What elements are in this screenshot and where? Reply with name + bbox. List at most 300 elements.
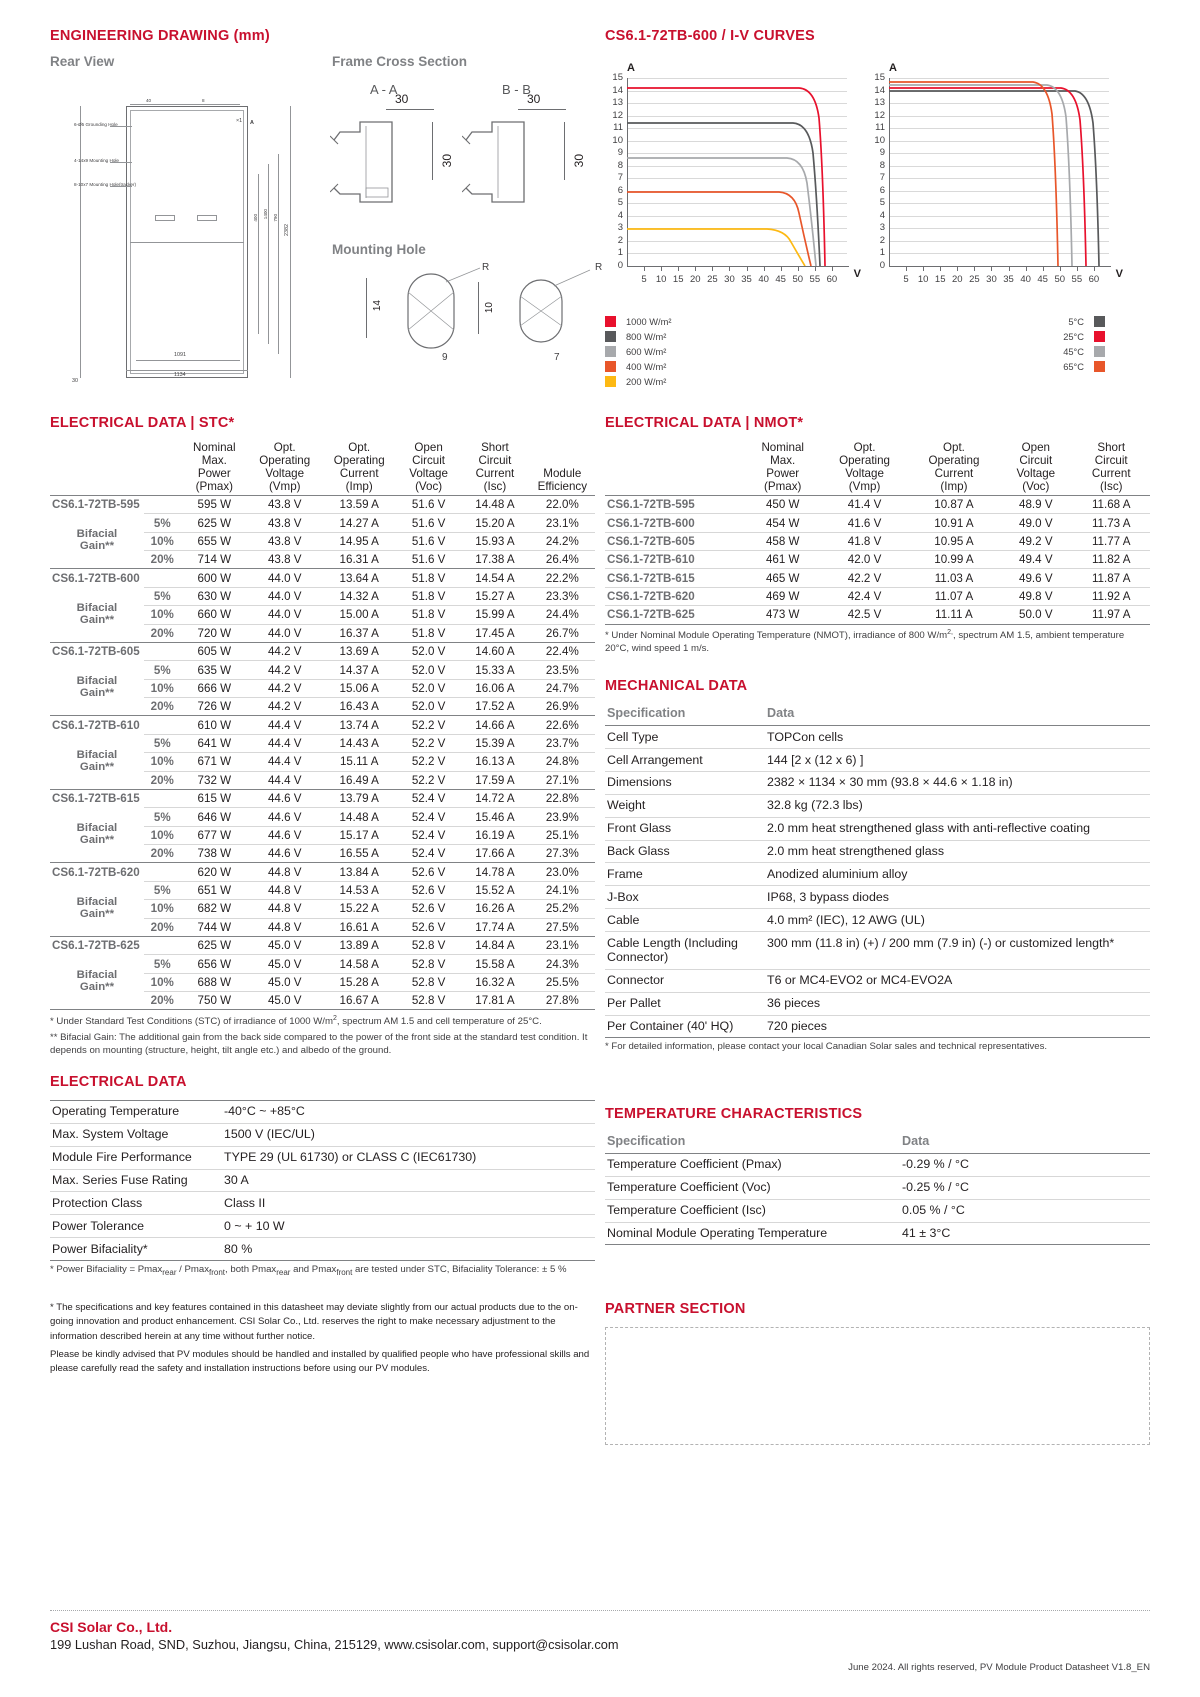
y-tick-label: 8	[879, 159, 885, 171]
bifacial-gain-label: Bifacial Gain**	[76, 675, 118, 700]
nmot-value: 473 W	[745, 606, 820, 624]
stc-value: 44.0 V	[248, 587, 321, 605]
stc-gain-pct: 5%	[144, 661, 181, 679]
nmot-value: 11.97 A	[1072, 606, 1150, 624]
table-row	[50, 1146, 595, 1169]
stc-value: 15.11 A	[321, 753, 397, 771]
stc-value: 44.2 V	[248, 679, 321, 697]
table-row	[605, 726, 1150, 749]
stc-value: 44.6 V	[248, 789, 321, 807]
engineering-drawing-column	[50, 28, 603, 399]
x-tick-label: 10	[917, 274, 929, 285]
section-aa-label: A - A	[370, 82, 398, 97]
legend-swatch	[605, 376, 616, 387]
partner-section-title: PARTNER SECTION	[605, 1300, 746, 1317]
stc-value: 51.6 V	[397, 514, 460, 532]
spec-value: 2.0 mm heat strengthened glass with anti-reflective coating	[765, 817, 1150, 840]
table-row	[605, 606, 1150, 624]
electrical-data-tbody	[50, 1100, 595, 1260]
electrical-data-title: ELECTRICAL DATA	[50, 1073, 187, 1090]
stc-header-row	[50, 441, 595, 495]
table-row	[50, 789, 595, 807]
legend-swatch	[605, 346, 616, 357]
stc-value: 714 W	[181, 551, 248, 569]
stc-value: 52.6 V	[397, 900, 460, 918]
stc-value: 16.26 A	[460, 900, 529, 918]
mechanical-tbody	[605, 726, 1150, 1038]
dim-hole1-h-line	[366, 278, 367, 338]
stc-value: 13.79 A	[321, 789, 397, 807]
temperature-tbody	[605, 1153, 1150, 1245]
stc-model: CS6.1-72TB-595	[50, 495, 144, 513]
nmot-value: 42.5 V	[820, 606, 908, 624]
mechanical-title: MECHANICAL DATA	[605, 678, 748, 695]
stc-gain-pct: 5%	[144, 881, 181, 899]
stc-value: 52.6 V	[397, 863, 460, 881]
disclaimer-paragraph-2: Please be kindly advised that PV modules should be handled and installed by qualified people who have professional skills and please carefully read the safety and installation instructions before using our PV modules.	[50, 1348, 590, 1375]
stc-value: 44.6 V	[248, 826, 321, 844]
stc-value: 52.6 V	[397, 918, 460, 936]
stc-value: 26.7%	[530, 624, 595, 642]
spec-label: Temperature Coefficient (Isc)	[605, 1199, 900, 1222]
y-tick-label: 2	[879, 234, 885, 246]
x-tick-label: 45	[775, 274, 786, 285]
table-row	[50, 863, 595, 881]
stc-value: 13.84 A	[321, 863, 397, 881]
stc-value: 15.00 A	[321, 606, 397, 624]
table-bottom-rule	[605, 624, 1150, 625]
engineering-drawing-title: ENGINEERING DRAWING (mm)	[50, 28, 270, 44]
footer-section	[50, 1301, 1150, 1445]
x-tick-label: 60	[1088, 274, 1100, 285]
stc-col-model	[50, 441, 144, 495]
stc-value: 52.2 V	[397, 716, 460, 734]
table-row	[605, 794, 1150, 817]
x-tick	[695, 267, 696, 271]
spec-value: 0 ~ + 10 W	[222, 1215, 595, 1238]
table-row	[605, 514, 1150, 532]
nmot-value: 49.6 V	[999, 569, 1072, 587]
stc-gain-cell	[144, 789, 181, 807]
nmot-value: 48.9 V	[999, 495, 1072, 513]
stc-value: 44.8 V	[248, 900, 321, 918]
iv2-curves-svg	[889, 78, 1111, 266]
table-row	[50, 661, 595, 679]
y-tick-label: 13	[874, 97, 885, 109]
nmot-value: 465 W	[745, 569, 820, 587]
stc-value: 52.8 V	[397, 992, 460, 1010]
x-tick-label: 5	[903, 274, 909, 285]
table-row	[50, 734, 595, 752]
stc-value: 630 W	[181, 587, 248, 605]
spec-label: Cell Type	[605, 726, 765, 749]
disclaimer-column	[50, 1301, 595, 1445]
stc-value: 52.8 V	[397, 936, 460, 954]
stc-gain-pct: 10%	[144, 679, 181, 697]
legend-item	[605, 361, 855, 372]
legend-label: 45°C	[1063, 346, 1084, 357]
nmot-value: 49.0 V	[999, 514, 1072, 532]
table-row	[605, 1015, 1150, 1038]
callout-leader-3	[110, 186, 132, 187]
stc-value: 13.74 A	[321, 716, 397, 734]
disclaimer-paragraph-1: * The specifications and key features contained in this datasheet may deviate slightly from our actual products due to the on-going innovation and product enhancement. CSI Solar Co., Ltd. reserves the right to make necessary adjustment to the information described herein at any time without further notice.	[50, 1301, 578, 1342]
stc-value: 610 W	[181, 716, 248, 734]
dim-400: 400	[253, 214, 258, 222]
table-row	[605, 992, 1150, 1015]
stc-value: 23.3%	[530, 587, 595, 605]
stc-value: 23.5%	[530, 661, 595, 679]
nmot-value: 42.4 V	[820, 587, 908, 605]
table-row	[50, 514, 595, 532]
table-row	[605, 817, 1150, 840]
legend-swatch	[1094, 361, 1105, 372]
spec-label: Module Fire Performance	[50, 1146, 222, 1169]
dim-right-line-2	[268, 164, 269, 344]
stc-gain-pct: 5%	[144, 955, 181, 973]
x-tick-label: 35	[1003, 274, 1014, 285]
temperature-thead	[605, 1132, 1150, 1154]
stc-col-pmax: Nominal Max. Power (Pmax)	[193, 441, 236, 493]
nmot-value: 458 W	[745, 532, 820, 550]
x-tick-label: 40	[1020, 274, 1031, 285]
stc-model: CS6.1-72TB-610	[50, 716, 144, 734]
y-tick-label: 7	[617, 172, 623, 184]
stc-value: 26.4%	[530, 551, 595, 569]
spec-value: 80 %	[222, 1238, 595, 1261]
stc-value: 22.0%	[530, 495, 595, 513]
mounting-hole-2-drawing	[492, 266, 602, 362]
spec-value: TOPCon cells	[765, 726, 1150, 749]
stc-value: 52.2 V	[397, 734, 460, 752]
spec-label: Power Tolerance	[50, 1215, 222, 1238]
stc-value: 51.6 V	[397, 495, 460, 513]
x-tick	[1009, 267, 1010, 271]
stc-value: 44.8 V	[248, 881, 321, 899]
stc-value: 13.89 A	[321, 936, 397, 954]
stc-gain-pct: 20%	[144, 624, 181, 642]
spec-label: Per Pallet	[605, 992, 765, 1015]
dim-note-grounding-hole: 6-Ø5 Grounding Hole	[74, 122, 118, 127]
spec-label: Front Glass	[605, 817, 765, 840]
dim-790: 790	[273, 214, 278, 222]
nmot-value: 10.87 A	[909, 495, 999, 513]
y-tick-label: 0	[617, 260, 623, 271]
stc-model: CS6.1-72TB-605	[50, 642, 144, 660]
stc-value: 44.2 V	[248, 661, 321, 679]
table-row	[605, 886, 1150, 909]
spec-label: Cable Length (Including Connector)	[605, 932, 765, 970]
stc-value: 15.33 A	[460, 661, 529, 679]
nmot-value: 41.6 V	[820, 514, 908, 532]
iv-legends	[605, 316, 1150, 391]
stc-value: 26.9%	[530, 698, 595, 716]
stc-model: CS6.1-72TB-615	[50, 789, 144, 807]
stc-value: 52.8 V	[397, 955, 460, 973]
stc-value: 660 W	[181, 606, 248, 624]
legend-item	[605, 376, 855, 387]
table-row	[50, 1238, 595, 1261]
y-tick-label: 14	[612, 84, 623, 96]
stc-tbody	[50, 495, 595, 1011]
stc-value: 44.2 V	[248, 698, 321, 716]
stc-value: 738 W	[181, 845, 248, 863]
stc-value: 24.3%	[530, 955, 595, 973]
callout-leader-1	[110, 126, 132, 127]
spec-label: Weight	[605, 794, 765, 817]
stc-value: 671 W	[181, 753, 248, 771]
dim-bb-width-line	[518, 109, 566, 110]
stc-value: 625 W	[181, 936, 248, 954]
table-row	[605, 1199, 1150, 1222]
spec-label: Connector	[605, 969, 765, 992]
spec-value: 144 [2 x (12 x 6) ]	[765, 749, 1150, 772]
x-tick-label: 45	[1037, 274, 1048, 285]
spec-label: Protection Class	[50, 1192, 222, 1215]
dim-aa-width: 30	[395, 92, 409, 106]
y-tick-label: 15	[874, 72, 885, 83]
dim-right-line-3	[278, 154, 279, 354]
spec-label: Temperature Coefficient (Voc)	[605, 1176, 900, 1199]
dim-top-rule	[130, 104, 240, 105]
spec-value: 30 A	[222, 1169, 595, 1192]
iv-chart-irradiance	[605, 62, 861, 304]
legend-irradiance	[605, 316, 855, 391]
stc-value: 24.8%	[530, 753, 595, 771]
x-tick-label: 10	[655, 274, 667, 285]
nmot-mechanical-column	[605, 415, 1150, 1058]
stc-value: 744 W	[181, 918, 248, 936]
stc-value: 22.2%	[530, 569, 595, 587]
x-tick	[923, 267, 924, 271]
spec-label: Dimensions	[605, 771, 765, 794]
nmot-value: 11.11 A	[909, 606, 999, 624]
rear-view-label: Rear View	[50, 54, 115, 69]
x-tick-label: 20	[952, 274, 963, 285]
x-tick	[747, 267, 748, 271]
stc-value: 15.39 A	[460, 734, 529, 752]
stc-value: 16.06 A	[460, 679, 529, 697]
stc-value: 52.4 V	[397, 826, 460, 844]
x-tick-label: 25	[969, 274, 980, 285]
table-row	[50, 936, 595, 954]
stc-model: CS6.1-72TB-625	[50, 936, 144, 954]
dim-note-mounting-hole-tracker: 8-10x7 Mounting Hole(tracker)	[74, 182, 137, 187]
nmot-model: CS6.1-72TB-610	[605, 551, 745, 569]
stc-value: 27.3%	[530, 845, 595, 863]
legend-swatch	[1094, 316, 1105, 327]
legend-item	[605, 316, 855, 327]
stc-value: 14.78 A	[460, 863, 529, 881]
stc-value: 605 W	[181, 642, 248, 660]
mechanical-thead	[605, 704, 1150, 726]
y-tick-label: 13	[612, 97, 623, 109]
stc-value: 52.6 V	[397, 881, 460, 899]
spec-value: 1500 V (IEC/UL)	[222, 1123, 595, 1146]
bifacial-gain-label: Bifacial Gain**	[76, 528, 118, 553]
stc-value: 15.58 A	[460, 955, 529, 973]
spec-label: Temperature Coefficient (Pmax)	[605, 1153, 900, 1176]
y-tick-label: 1	[617, 247, 623, 259]
nmot-tbody	[605, 495, 1150, 625]
stc-gain-pct: 5%	[144, 808, 181, 826]
legend-item	[605, 346, 855, 357]
dim-aa-width-line	[386, 109, 434, 110]
nmot-value: 11.07 A	[909, 587, 999, 605]
nmot-model: CS6.1-72TB-605	[605, 532, 745, 550]
legend-item	[855, 316, 1105, 327]
temperature-col-data: Data	[902, 1133, 930, 1148]
stc-value: 51.8 V	[397, 587, 460, 605]
legend-label: 1000 W/m²	[626, 316, 672, 327]
nmot-col-model	[605, 441, 745, 495]
nmot-value: 11.92 A	[1072, 587, 1150, 605]
nmot-footnote: * Under Nominal Module Operating Temperature (NMOT), irradiance of 800 $W/m^{2,}$, spectrum AM 1.5, ambient temperature 20°C, wind speed 1 m/s.	[605, 629, 1125, 655]
bifacial-gain-label: Bifacial Gain**	[76, 969, 118, 994]
stc-value: 13.69 A	[321, 642, 397, 660]
table-row	[605, 749, 1150, 772]
stc-value: 14.58 A	[321, 955, 397, 973]
dim-aa-height-line	[432, 122, 433, 180]
table-row	[605, 551, 1150, 569]
stc-value: 15.99 A	[460, 606, 529, 624]
dim-bb-height: 30	[572, 154, 586, 168]
stc-value: 17.52 A	[460, 698, 529, 716]
spec-label: Back Glass	[605, 840, 765, 863]
stc-value: 635 W	[181, 661, 248, 679]
nmot-value: 10.91 A	[909, 514, 999, 532]
spec-value: 2382 × 1134 × 30 mm (93.8 × 44.6 × 1.18 in)	[765, 771, 1150, 794]
table-row	[50, 569, 595, 587]
nmot-col-voc: Open Circuit Voltage (Voc)	[1016, 441, 1056, 493]
stc-value: 14.72 A	[460, 789, 529, 807]
nmot-value: 42.2 V	[820, 569, 908, 587]
stc-gain-pct: 10%	[144, 532, 181, 550]
nmot-model: CS6.1-72TB-615	[605, 569, 745, 587]
nmot-title: ELECTRICAL DATA | NMOT*	[605, 415, 804, 431]
table-row	[50, 955, 595, 973]
stc-thead	[50, 441, 595, 495]
stc-value: 15.20 A	[460, 514, 529, 532]
overall-left-dim-line	[80, 106, 81, 378]
stc-value: 615 W	[181, 789, 248, 807]
nmot-value: 10.95 A	[909, 532, 999, 550]
callout-leader-2	[110, 162, 132, 163]
stc-value: 23.1%	[530, 936, 595, 954]
stc-model: CS6.1-72TB-620	[50, 863, 144, 881]
y-tick-label: 9	[879, 147, 885, 159]
legend-swatch	[1094, 346, 1105, 357]
dim-bottom-rule-1	[136, 360, 240, 361]
nmot-value: 11.73 A	[1072, 514, 1150, 532]
stc-value: 750 W	[181, 992, 248, 1010]
x-tick-label: 50	[1054, 274, 1066, 285]
footer-divider	[50, 1610, 1150, 1611]
stc-value: 24.7%	[530, 679, 595, 697]
nmot-col-imp: Opt. Operating Current (Imp)	[928, 441, 980, 493]
spec-value: 32.8 kg (72.3 lbs)	[765, 794, 1150, 817]
table-row	[605, 771, 1150, 794]
stc-value: 600 W	[181, 569, 248, 587]
x-tick-label: 40	[758, 274, 769, 285]
y-tick-label: 0	[879, 260, 885, 271]
table-row	[605, 587, 1150, 605]
stc-value: 15.46 A	[460, 808, 529, 826]
stc-value: 22.6%	[530, 716, 595, 734]
table-row	[605, 969, 1150, 992]
mechanical-footnote: * For detailed information, please contact your local Canadian Solar sales and technical representatives.	[605, 1041, 1048, 1053]
stc-value: 14.27 A	[321, 514, 397, 532]
section-marker-a: A	[250, 120, 254, 126]
electrical-data-footnote: * Power Bifaciality = Pmax$_{rear}$ / Pmax$_{front}$, both Pmax$_{rear}$ and Pmax$_{front}$ are tested under STC, Bifaciality Tolerance: ± 5 %	[50, 1264, 567, 1277]
stc-value: 14.95 A	[321, 532, 397, 550]
iv-charts-row	[605, 64, 1150, 304]
stc-value: 16.49 A	[321, 771, 397, 789]
spec-label: Cable	[605, 909, 765, 932]
stc-value: 44.8 V	[248, 918, 321, 936]
y-tick-label: 15	[612, 72, 623, 83]
x-tick-label: 30	[986, 274, 997, 285]
stc-value: 13.59 A	[321, 495, 397, 513]
y-tick-label: 6	[617, 184, 623, 196]
legend-label: 600 W/m²	[626, 346, 667, 357]
stc-value: 44.4 V	[248, 771, 321, 789]
legend-swatch	[605, 316, 616, 327]
junction-box-1	[155, 215, 175, 221]
stc-value: 16.43 A	[321, 698, 397, 716]
stc-value: 43.8 V	[248, 495, 321, 513]
x-tick	[661, 267, 662, 271]
stc-value: 15.28 A	[321, 973, 397, 991]
stc-gain-pct: 20%	[144, 551, 181, 569]
stc-value: 44.0 V	[248, 624, 321, 642]
stc-value: 23.7%	[530, 734, 595, 752]
iv-chart-temperature	[867, 62, 1123, 304]
x-tick	[957, 267, 958, 271]
dim-1134: 1134	[174, 372, 186, 378]
x-tick-label: 35	[741, 274, 752, 285]
frame-cross-section-label: Frame Cross Section	[332, 54, 468, 69]
stc-value: 23.9%	[530, 808, 595, 826]
x-tick	[1077, 267, 1078, 271]
table-row	[605, 495, 1150, 513]
stc-model: CS6.1-72TB-600	[50, 569, 144, 587]
x-tick	[712, 267, 713, 271]
nmot-value: 461 W	[745, 551, 820, 569]
junction-box-2	[197, 215, 217, 221]
partner-logo-box[interactable]	[605, 1327, 1150, 1445]
stc-gain-pct: 10%	[144, 826, 181, 844]
y-tick-label: 12	[612, 109, 623, 121]
iv-curves-column	[605, 28, 1150, 399]
stc-value: 44.4 V	[248, 716, 321, 734]
stc-gain-cell	[144, 495, 181, 513]
stc-value: 43.8 V	[248, 514, 321, 532]
stc-value: 16.67 A	[321, 992, 397, 1010]
nmot-value: 454 W	[745, 514, 820, 532]
table-row	[50, 881, 595, 899]
spec-value: 2.0 mm heat strengthened glass	[765, 840, 1150, 863]
x-tick	[974, 267, 975, 271]
x-tick	[764, 267, 765, 271]
dim-note-mounting-hole: 4-14x9 Mounting Hole	[74, 158, 119, 163]
table-row	[605, 569, 1150, 587]
section-bb-label: B - B	[502, 82, 531, 97]
stc-value: 14.54 A	[460, 569, 529, 587]
spec-value: 300 mm (11.8 in) (+) / 200 mm (7.9 in) (-) or customized length*	[765, 932, 1150, 970]
stc-value: 52.2 V	[397, 771, 460, 789]
bifacial-gain-label: Bifacial Gain**	[76, 822, 118, 847]
